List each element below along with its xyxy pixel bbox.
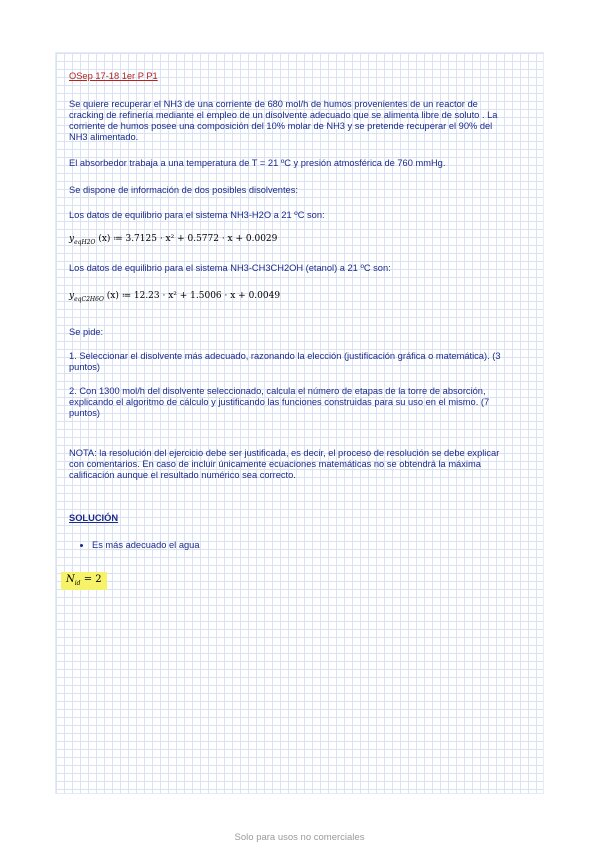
result-rhs: = 2	[83, 574, 102, 585]
result-var: N	[66, 574, 75, 585]
problem-statement: Se quiere recuperar el NH3 de una corriente de 680 mol/h de humos provenientes de un reactor de cracking de refinería mediante el empleo de un disolvente adecuado que se alimenta libre de soluto . La corriente de humos posee una composición del 10% molar de NH3 y se pretende recuperar el 90% del NH3 alimentado.	[69, 99, 498, 142]
equation-ethanol	[69, 291, 280, 303]
task-1: 1. Seleccionar el disolvente más adecuado, razonando la elección (justificación gráfica o matemática). (3 puntos)	[69, 351, 501, 372]
equilibrium-water-intro: Los datos de equilibrio para el sistema NH3-H2O a 21 ºC son:	[69, 210, 325, 220]
worksheet-title: OSep 17-18 1er P P1	[69, 71, 158, 81]
result-highlight	[61, 572, 107, 590]
worksheet	[55, 52, 544, 794]
equilibrium-ethanol-intro: Los datos de equilibrio para el sistema NH3-CH3CH2OH (etanol) a 21 ºC son:	[69, 263, 391, 273]
task-2: 2. Con 1300 mol/h del disolvente seleccionado, calcula el número de etapas de la torre de absorción, explicando el algoritmo de cálculo y justificando las funciones construidas para su uso en el mismo. (7 puntos)	[69, 386, 490, 418]
solution-list	[78, 540, 200, 550]
solution-bullet: • Es más adecuado el agua	[92, 540, 200, 550]
equation-ethanol-var: y	[69, 291, 75, 301]
task-heading: Se pide:	[69, 327, 104, 337]
equation-water-var: y	[69, 234, 75, 244]
equation-water	[69, 234, 277, 246]
equation-water-rhs: (x) ≔ 3.7125 · x² + 0.5772 · x + 0.0029	[98, 234, 278, 244]
solvents-intro: Se dispone de información de dos posibles disolventes:	[69, 185, 298, 195]
result-sub: id	[74, 580, 81, 587]
note: NOTA: la resolución del ejercicio debe ser justificada, es decir, el proceso de resolución se debe explicar con comentarios. En caso de incluir únicamente ecuaciones matemáticas no se obtendrá la máxima calificación aunque el resultado numérico sea correcto.	[69, 448, 500, 480]
equation-water-sub: eqH2O	[74, 238, 96, 246]
equation-ethanol-rhs: (x) ≔ 12.23 · x² + 1.5006 · x + 0.0049	[106, 291, 281, 301]
equation-ethanol-sub: eqC2H6O	[74, 295, 104, 303]
solution-heading: SOLUCIÓN	[69, 513, 119, 523]
footer-note: Solo para usos no comerciales	[234, 832, 365, 843]
operating-conditions: El absorbedor trabaja a una temperatura de T = 21 ºC y presión atmosférica de 760 mmHg.	[69, 158, 446, 168]
